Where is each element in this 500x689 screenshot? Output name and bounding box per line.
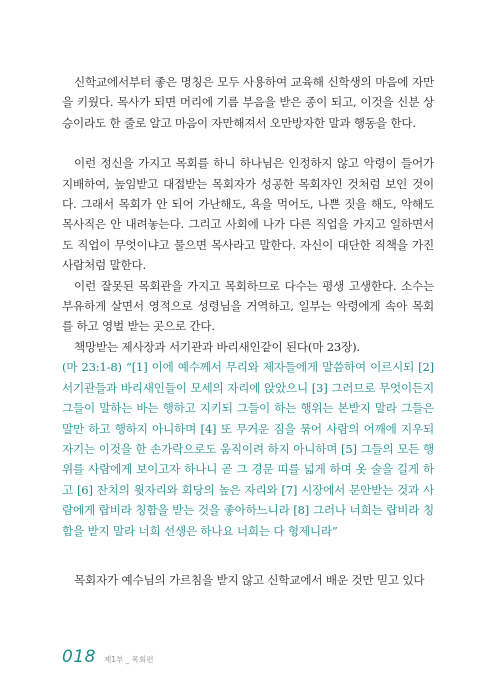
page-footer: [62, 647, 153, 667]
section-title: 제1부 _ 목회편: [103, 655, 154, 664]
paragraph-gap: [62, 133, 434, 153]
paragraph-5: 목회자가 예수님의 가르침을 받지 않고 신학교에서 배운 것만 믿고 있다: [74, 573, 425, 587]
scripture-quote: (마 23:1-8) “[1] 이에 예수께서 무리와 제자들에게 말씀하여 이르시되 [2] 서기관들과 바리새인들이 모세의 자리에 앉았으니 [3] 그러므로 무엇이든지 그들이 말하는 바는 행하고 지키되 그들이 하는 행위는 본받지 말라 그들은 말만 하고 행하지 아니하며 [4] 또 무거운 짐을 묶어 사람의 어깨에 지우되 자기는 이것을 한 손가락으로도 움직이려 하지 아니하며 [5] 그들의 모든 행위를 사람에게 보이고자 하나니 곧 그 경문 띠를 넓게 하며 옷 술을 길게 하고 [6] 잔치의 윗자리와 회당의 높은 자리와 [7] 시장에서 문안받는 것과 사람에게 랍비라 칭함을 받는 것을 좋아하느니라 [8] 그러나 너희는 랍비라 칭함을 받지 말라 너희 선생은 하나요 너희는 다 형제니라”: [62, 360, 434, 538]
paragraph-4: 책망받는 제사장과 서기관과 바리새인같이 된다(마 23장).: [74, 339, 360, 354]
page-number: 018: [62, 647, 96, 667]
body-text-bottom: [62, 570, 434, 590]
paragraph-2: 이런 정신을 가지고 목회를 하니 하나님은 인정하지 않고 악령이 들어가 지배하여, 높임받고 대접받는 목회자가 성공한 목회자인 것처럼 보인 것이다. 그래서 목회가 안 되어 가난해도, 욕을 먹어도, 나쁜 짓을 해도, 악해도 목사직은 안 내려놓는다. 그리고 사회에 나가 다른 직업을 가지고 일하면서도 직업이 무엇이냐고 물으면 목사라고 말한다. 자신이 대단한 직책을 가진 사람처럼 말한다.: [62, 156, 434, 273]
paragraph-3: 이런 잘못된 목회관을 가지고 목회하므로 다수는 평생 고생한다. 소수는 부유하게 살면서 영적으로 성령님을 거역하고, 일부는 악령에게 속아 목회를 하고 영벌 받는 곳으로 간다.: [62, 278, 434, 334]
body-text-top: [62, 72, 434, 541]
paragraph-1: 신학교에서부터 좋은 명칭은 모두 사용하여 교육해 신학생의 마음에 자만을 키웠다. 목사가 되면 머리에 기름 부음을 받은 종이 되고, 이것을 신분 상승이라도 한 줄로 알고 마음이 자만해져서 오만방자한 말과 행동을 한다.: [62, 75, 434, 130]
